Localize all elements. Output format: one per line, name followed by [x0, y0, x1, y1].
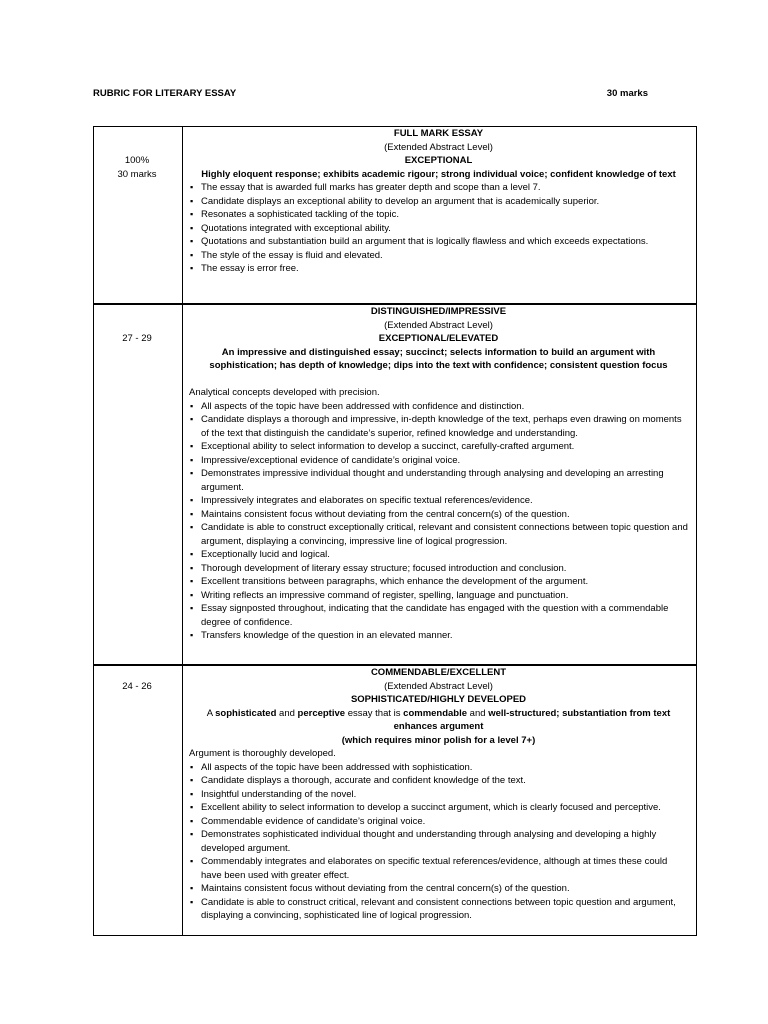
list-item: ▪ Commendable evidence of candidate’s original voice. — [189, 815, 688, 829]
band-heading: DISTINGUISHED/IMPRESSIVE — [370, 306, 507, 317]
list-item: ▪ All aspects of the topic have been addressed with sophistication. — [189, 761, 688, 775]
score-cell — [94, 665, 183, 936]
list-item: ▪ Candidate is able to construct exceptionally critical, relevant and consistent connections between topic question and argument, displaying a convincing, impressive line of logical progression. — [189, 521, 688, 548]
document-title: RUBRIC FOR LITERARY ESSAY — [93, 88, 237, 99]
band-level: (Extended Abstract Level) — [384, 141, 493, 153]
list-item: ▪ Essay signposted throughout, indicating that the candidate has engaged with the question with a commendable degree of confidence. — [189, 602, 688, 629]
list-item: ▪ Exceptionally lucid and logical. — [189, 548, 688, 562]
rubric-table — [93, 126, 697, 936]
list-item: ▪ Thorough development of literary essay structure; focused introduction and conclusion. — [189, 562, 688, 576]
rubric-row-full-mark — [94, 127, 697, 305]
list-item: ▪ Commendably integrates and elaborates on specific textual references/evidence, although at times these could have been used with greater effect. — [189, 855, 688, 882]
band-intro: Argument is thoroughly developed. — [189, 748, 336, 759]
list-item: ▪ Excellent ability to select information to develop a succinct argument, which is clearly focused and perceptive. — [189, 801, 688, 815]
band-note: (which requires minor polish for a level 7+) — [341, 734, 536, 746]
summary-part: A — [206, 707, 216, 719]
rubric-row-distinguished — [94, 304, 697, 665]
total-marks: 30 marks — [606, 88, 648, 99]
criteria-list — [189, 761, 688, 923]
spacer — [189, 373, 688, 387]
list-item: ▪ Impressively integrates and elaborates on specific textual references/evidence. — [189, 494, 688, 508]
list-item: ▪ Excellent transitions between paragraphs, which enhance the development of the argument. — [189, 575, 688, 589]
list-item: ▪ Candidate is able to construct critical, relevant and consistent connections between topic question and argument, displaying a convincing, sophisticated line of logical progression. — [189, 896, 688, 923]
score-range: 27 - 29 — [122, 333, 152, 344]
list-item: ▪ Candidate displays a thorough and impressive, in-depth knowledge of the text, perhaps even drawing on moments of the text that distinguish the candidate’s superior, refined knowledge and understanding. — [189, 413, 688, 440]
summary-part: sophisticated — [215, 707, 277, 719]
criteria-list — [189, 181, 688, 276]
band-grade: SOPHISTICATED/HIGHLY DEVELOPED — [350, 694, 527, 705]
criteria-list — [189, 400, 688, 643]
band-grade: EXCEPTIONAL — [404, 155, 473, 166]
list-item: ▪ The style of the essay is fluid and elevated. — [189, 249, 688, 263]
band-grade: EXCEPTIONAL/ELEVATED — [378, 333, 499, 344]
list-item: ▪ Demonstrates sophisticated individual thought and understanding through analysing and developing a highly developed argument. — [189, 828, 688, 855]
list-item: ▪ Quotations integrated with exceptional ability. — [189, 222, 688, 236]
list-item: ▪ Resonates a sophisticated tackling of the topic. — [189, 208, 688, 222]
list-item: ▪ Exceptional ability to select information to develop a succinct, carefully-crafted argument. — [189, 440, 688, 454]
list-item: ▪ Writing reflects an impressive command of register, spelling, language and punctuation. — [189, 589, 688, 603]
band-summary — [189, 707, 688, 734]
score-cell — [94, 304, 183, 665]
list-item: ▪ Insightful understanding of the novel. — [189, 788, 688, 802]
list-item: ▪ Transfers knowledge of the question in an elevated manner. — [189, 629, 688, 643]
list-item: ▪ Demonstrates impressive individual thought and understanding through analysing and developing an arresting argument. — [189, 467, 688, 494]
band-level: (Extended Abstract Level) — [384, 680, 493, 692]
band-level: (Extended Abstract Level) — [384, 319, 493, 331]
summary-part: and — [276, 707, 298, 719]
list-item: ▪ Candidate displays an exceptional ability to develop an argument that is academically superior. — [189, 195, 688, 209]
list-item: ▪ Maintains consistent focus without deviating from the central concern(s) of the question. — [189, 508, 688, 522]
summary-part: commendable — [403, 707, 468, 719]
summary-part: perceptive — [297, 707, 346, 719]
band-heading: COMMENDABLE/EXCELLENT — [370, 667, 507, 678]
score-percentage: 100% — [124, 155, 150, 166]
summary-part: well-structured; substantiation from text enhances argument — [393, 707, 671, 732]
summary-part: essay that is — [345, 707, 404, 719]
summary-part: and — [467, 707, 489, 719]
rubric-row-commendable — [94, 665, 697, 936]
list-item: ▪ All aspects of the topic have been addressed with confidence and distinction. — [189, 400, 688, 414]
band-intro: Analytical concepts developed with precision. — [189, 387, 380, 398]
score-cell — [94, 127, 183, 305]
band-heading: FULL MARK ESSAY — [393, 128, 484, 139]
band-summary: An impressive and distinguished essay; succinct; selects information to build an argument with sophistication; has depth of knowledge; dips into the text with confidence; consistent question focus — [209, 346, 668, 371]
list-item: ▪ Maintains consistent focus without deviating from the central concern(s) of the question. — [189, 882, 688, 896]
document-header — [93, 88, 648, 102]
descriptor-cell — [183, 127, 697, 305]
list-item: ▪ Candidate displays a thorough, accurate and confident knowledge of the text. — [189, 774, 688, 788]
list-item: ▪ The essay that is awarded full marks has greater depth and scope than a level 7. — [189, 181, 688, 195]
descriptor-cell — [183, 665, 697, 936]
score-range: 24 - 26 — [122, 681, 152, 692]
score-marks: 30 marks — [117, 168, 157, 180]
list-item: ▪ Impressive/exceptional evidence of candidate’s original voice. — [189, 454, 688, 468]
band-summary: Highly eloquent response; exhibits academic rigour; strong individual voice; confident knowledge of text — [201, 168, 676, 180]
list-item: ▪ Quotations and substantiation build an argument that is logically flawless and which exceeds expectations. — [189, 235, 688, 249]
descriptor-cell — [183, 304, 697, 665]
list-item: ▪ The essay is error free. — [189, 262, 688, 276]
